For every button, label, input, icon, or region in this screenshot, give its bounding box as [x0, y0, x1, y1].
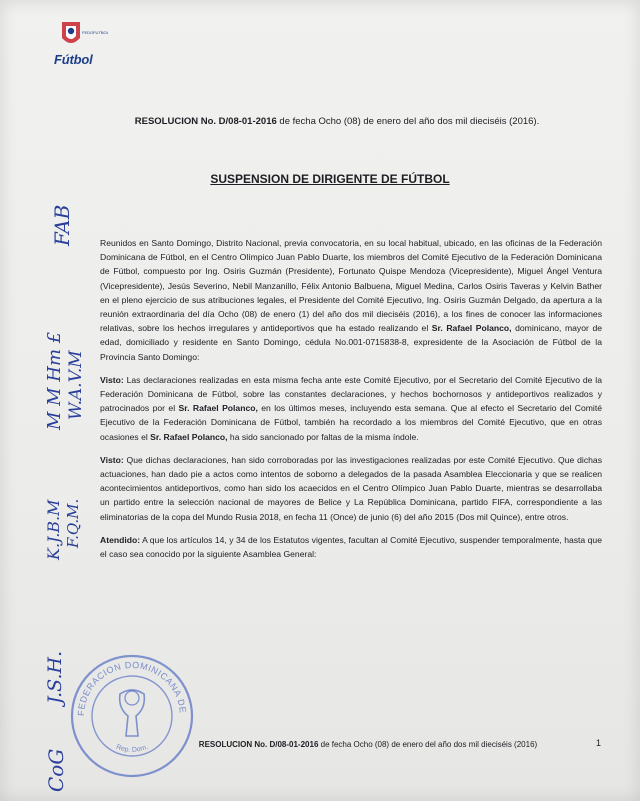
person-name: Sr. Rafael Polanco,: [431, 323, 512, 334]
seal-text-bottom: Rep. Dom.: [114, 743, 150, 754]
paragraph-intro: Reunidos en Santo Domingo, Distrito Nacional, previa convocatoria, en su local habitual, ubicado, en las oficinas de la Federación Dominicana de Fútbol, en el Centro Olímpico Juan Pablo Duarte, los miembros del Comité Ejecutivo de la Federación Dominicana de Fútbol, compuesto por Ing. Osiris Guzmán (Presidente), Fortunato Quispe Mendoza (Vicepresidente), Miguel Ángel Ventura (Vicepresidente), Jesús Severino, Nebil Manzanillo, Félix Antonio Balbuena, Miguel Medina, Carlos Osiris Taveras y Kelvin Bather en el pleno ejercicio de sus atribuciones legales, el Presidente del Comité Ejecutivo, Ing. Osiris Guzmán Delgado, da apertura a la reunión extraordinaria del día Ocho (08) de enero (1) del año dos mil dieciséis (2016), a los fines de conocer las informaciones relativas, sobre los hechos irregulares y antideportivos que ha estado realizando el Sr. Rafael Polanco, dominicano, mayor de edad, domiciliado y residente en Santo Domingo, cédula No.001-0715838-8, expresidente de la Asociación de Fútbol de la Provincia Santo Domingo:: [100, 238, 602, 362]
paragraph-visto-1: Visto: Las declaraciones realizadas en esta misma fecha ante este Comité Ejecutivo, por el Secretario del Comité Ejecutivo de la Federación Dominicana de Fútbol, sobre las constantes declaraciones, y hechos bochornosos y antideportivos realizados y patrocinados por el Sr. Rafael Polanco, en los últimos meses, incluyendo esta semana. Que al efecto el Secretario del Comité Ejecutivo de la Federación Dominicana de Fútbol, también ha recordado a los miembros del Comité Ejecutivo, que en otras ocasiones el Sr. Rafael Polanco, ha sido sancionado por faltas de la misma índole.: [100, 374, 603, 442]
person-name: Sr. Rafael Polanco,: [150, 431, 228, 442]
paragraph-atendido: Atendido: A que los artículos 14, y 34 de los Estatutos vigentes, facultan al Comité Ejecutivo, suspender temporalmente, hasta que el caso sea conocido por la siguiente Asamblea General:: [100, 534, 602, 560]
document-body: [100, 236, 602, 561]
resolution-number: RESOLUCION No. D/08-01-2016: [134, 116, 277, 127]
svg-text:FEDOFUTBOL: FEDOFUTBOL: [82, 30, 108, 35]
page-footer: [0, 740, 640, 749]
handwritten-initials-3: W.A.V.M: [66, 350, 86, 420]
handwritten-initials-6: J.S.H.: [44, 650, 66, 704]
seal-text-top: FEDERACION DOMINICANA DE: [75, 659, 188, 717]
seal-icon: [66, 650, 198, 782]
person-name: Sr. Rafael Polanco,: [178, 403, 258, 414]
handwritten-initials-1: FAB: [50, 204, 74, 246]
footer-resolution-date: de fecha Ocho (08) de enero del año dos mil dieciséis (2016): [318, 740, 538, 749]
clause-label: Visto:: [100, 374, 124, 385]
handwritten-initials-2: M M Hm £: [44, 331, 65, 430]
paragraph-visto-2: Visto: Que dichas declaraciones, han sido corroboradas por las investigaciones realizadas por este Comité Ejecutivo. Que dichas actuaciones, han dado pie a actos como intentos de soborno a delegados de la pasada Asamblea Eleccionaria y que se realicen acontecimientos antideportivos, como han sido los acaecidos en el Centro Olímpico Juan Pablo Duarte, mientras se desarrollaba un partido entre la selección nacional de mayores de Belice y La República Dominicana, partido FIFA, correspondiente a las eliminatorias de la copa del Mundo Rusia 2018, en fecha 11 (Once) de junio (6) del año 2015 (Dos mil Quince), entre otros.: [100, 454, 602, 522]
federation-logo: [48, 16, 108, 72]
resolution-header: [0, 116, 640, 127]
footer-resolution-number: RESOLUCION No. D/08-01-2016: [198, 740, 319, 749]
handwritten-initials-5: F.Q.M.: [64, 498, 82, 548]
page-number: 1: [596, 738, 602, 748]
federation-shield-icon: [48, 16, 108, 56]
svg-text:FEDERACION DOMINICANA DE FUTBO: [66, 650, 188, 717]
handwritten-initials-4: K.J.B.M: [44, 499, 63, 560]
logo-wordmark: Fútbol: [54, 52, 93, 67]
clause-label: Visto:: [100, 454, 124, 465]
handwritten-initials-7: CoG: [44, 748, 68, 792]
document-title: SUSPENSION DE DIRIGENTE DE FÚTBOL: [210, 172, 450, 186]
federation-seal-stamp: [66, 650, 198, 782]
resolution-date: de fecha Ocho (08) de enero del año dos mil dieciséis (2016).: [276, 116, 540, 127]
clause-label: Atendido:: [100, 534, 141, 545]
